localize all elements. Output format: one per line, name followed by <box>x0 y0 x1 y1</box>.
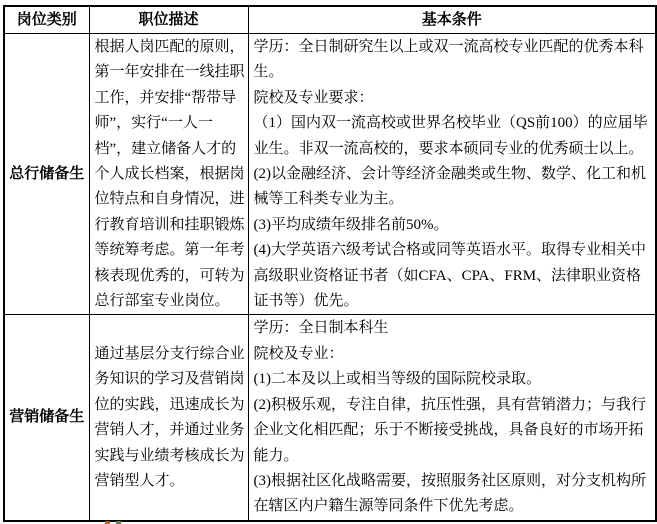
recruitment-positions-table <box>3 5 657 522</box>
table-header-row <box>4 6 656 34</box>
paragraph: (3)平均成绩年级排名前50%。 <box>253 216 449 233</box>
table-row <box>4 34 656 315</box>
table-row <box>4 315 656 521</box>
paragraph: 通过基层分支行综合业务知识的学习及营销岗位的实践，迅速成长为营销人才，并通过业务实践与业绩考核成长为营销型人才。 <box>94 345 245 489</box>
paragraph: （1）国内双一流高校或世界名校毕业（QS前100）的应届毕业生。非双一流高校的，要求本硕同专业的优秀硕士以上。 <box>253 115 648 157</box>
header-basic-requirements: 基本条件 <box>248 6 656 34</box>
header-position-category: 岗位类别 <box>4 6 89 34</box>
paragraph: (1)二本及以上或相当等级的国际院校录取。 <box>253 371 541 388</box>
paragraph: 院校及专业要求： <box>253 89 374 106</box>
category-marketing-trainee: 营销储备生 <box>4 315 89 521</box>
paragraph: (4)大学英语六级考试合格或同等英语水平。取得专业相关中高级职业资格证书者（如CFA、CPA、FRM、法律职业资格证书等）优先。 <box>253 242 646 310</box>
paragraph: 学历：全日制本科生 <box>253 320 389 337</box>
category-headquarters-trainee: 总行储备生 <box>4 34 89 315</box>
paragraph: (2)积极乐观，专注自律，抗压性强，具有营销潜力；与我行企业文化相匹配；乐于不断接受挑战，具备良好的市场开拓能力。 <box>253 396 646 464</box>
requirements-marketing-trainee <box>248 315 656 521</box>
header-job-description: 职位描述 <box>89 6 248 34</box>
requirements-headquarters-trainee <box>248 34 656 315</box>
paragraph: 学历：全日制研究生以上或双一流高校专业匹配的优秀本科生。 <box>253 39 644 81</box>
paragraph: (2)以金融经济、会计等经济金融类或生物、数学、化工和机械等工科类专业为主。 <box>253 166 646 208</box>
paragraph: 根据人岗匹配的原则，第一年安排在一线挂职工作，并安排“帮带导师”，实行“一人一档”，建立储备人才的个人成长档案，根据岗位特点和自身情况，进行教育培训和挂职锻炼等统筹考虑。第一年考核表现优秀的，可转为总行部室专业岗位。 <box>94 39 245 310</box>
paragraph: 院校及专业： <box>253 345 344 362</box>
paragraph: (3)根据社区化战略需要，按照服务社区原则，对分支机构所在辖区内户籍生源等同条件下优先考虑。 <box>253 472 646 515</box>
description-headquarters-trainee <box>89 34 248 315</box>
description-marketing-trainee <box>89 315 248 521</box>
